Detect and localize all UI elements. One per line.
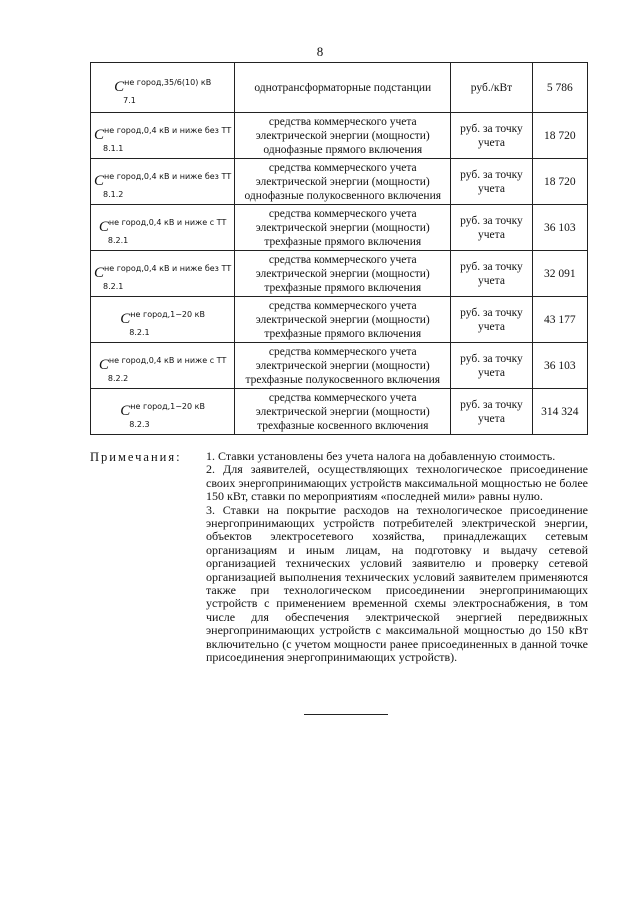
table-row xyxy=(91,297,588,343)
unit-cell xyxy=(451,343,532,389)
rate-symbol xyxy=(94,263,232,291)
closing-rule xyxy=(304,714,388,715)
unit-line: учета xyxy=(478,136,505,149)
unit-cell xyxy=(451,63,532,113)
rate-symbol-subscript: 8.1.1 xyxy=(103,143,124,153)
table-row xyxy=(91,389,588,435)
unit-cell xyxy=(451,389,532,435)
rate-symbol-superscript: не город,0,4 кВ и ниже с ТТ xyxy=(108,217,227,227)
table-row xyxy=(91,63,588,113)
unit-cell xyxy=(451,297,532,343)
rate-symbol-letter: C xyxy=(98,356,109,373)
description-line: электрической энергии (мощности) xyxy=(255,405,430,418)
rate-symbol-subscript: 8.2.3 xyxy=(129,419,150,429)
rate-symbol-cell xyxy=(91,113,235,159)
unit-line: руб. за точку xyxy=(460,260,523,273)
rate-symbol-letter: C xyxy=(120,310,131,327)
unit-line: руб. за точку xyxy=(460,306,523,319)
description-line: средства коммерческого учета xyxy=(268,115,417,128)
description-line: электрической энергии (мощности) xyxy=(255,221,430,234)
description-cell xyxy=(235,343,451,389)
unit-line: руб. за точку xyxy=(460,214,523,227)
rate-symbol-superscript: не город,0,4 кВ и ниже без ТТ xyxy=(104,171,232,181)
rate-symbol-cell xyxy=(91,343,235,389)
description-cell xyxy=(235,113,451,159)
description-line: однотрансформаторные подстанции xyxy=(254,81,432,94)
rate-symbol-letter: C xyxy=(114,78,125,95)
description-line: электрической энергии (мощности) xyxy=(255,175,430,188)
description-line: электрической энергии (мощности) xyxy=(255,313,430,326)
unit-line: учета xyxy=(478,228,505,241)
unit-cell xyxy=(451,251,532,297)
unit-line: учета xyxy=(478,366,505,379)
description-line: средства коммерческого учета xyxy=(268,207,417,220)
description-line: однофазные полукосвенного включения xyxy=(244,189,442,202)
notes-label: Примечания: xyxy=(90,450,182,464)
rate-symbol xyxy=(120,401,205,429)
unit-line: руб. за точку xyxy=(460,122,523,135)
rate-symbol-cell xyxy=(91,297,235,343)
page-number: 8 xyxy=(316,44,324,59)
rate-symbol-letter: C xyxy=(120,402,131,419)
value-cell: 43 177 xyxy=(532,297,587,343)
rate-symbol xyxy=(98,355,227,383)
rate-symbol-cell xyxy=(91,63,235,113)
unit-line: руб. за точку xyxy=(460,398,523,411)
rate-symbol-superscript: не город,35/6(10) кВ xyxy=(124,77,212,87)
description-cell xyxy=(235,159,451,205)
rate-symbol-cell xyxy=(91,205,235,251)
unit-line: учета xyxy=(478,320,505,333)
description-line: трехфазные прямого включения xyxy=(264,235,422,248)
unit-cell xyxy=(451,205,532,251)
rate-symbol-superscript: не город,0,4 кВ и ниже с ТТ xyxy=(108,355,227,365)
description-cell xyxy=(235,389,451,435)
rate-symbol-superscript: не город,0,4 кВ и ниже без ТТ xyxy=(104,125,232,135)
rate-symbol-subscript: 8.2.2 xyxy=(107,373,129,383)
unit-line: руб. за точку xyxy=(460,168,523,181)
rate-symbol xyxy=(120,309,205,337)
rate-symbol-cell xyxy=(91,389,235,435)
description-line: средства коммерческого учета xyxy=(268,161,417,174)
table-row xyxy=(91,159,588,205)
rate-symbol-cell xyxy=(91,159,235,205)
note-1: 1. Ставки установлены без учета налога на добавленную стоимость. xyxy=(206,449,556,463)
rate-symbol-superscript: не город,0,4 кВ и ниже без ТТ xyxy=(104,263,232,273)
description-line: средства коммерческого учета xyxy=(268,345,417,358)
table-row xyxy=(91,251,588,297)
notes-list xyxy=(206,450,588,665)
table-row xyxy=(91,205,588,251)
rate-symbol-letter: C xyxy=(94,172,105,189)
rate-symbol-letter: C xyxy=(98,218,109,235)
rates-table xyxy=(90,62,588,435)
description-line: трехфазные прямого включения xyxy=(264,281,422,294)
rate-symbol-subscript: 8.2.1 xyxy=(107,235,129,245)
rate-symbol-subscript: 8.2.1 xyxy=(103,281,124,291)
description-line: электрической энергии (мощности) xyxy=(255,129,430,142)
description-line: однофазные прямого включения xyxy=(263,143,423,156)
note-2: 2. Для заявителей, осуществляющих технологическое присоединение своих энергопринимающих устройств максимальной мощностью не более 150 кВт, ставки по мероприятиям «последней мили» равны нулю. xyxy=(206,462,588,504)
value-cell: 5 786 xyxy=(532,63,587,113)
description-line: средства коммерческого учета xyxy=(268,391,417,404)
rate-symbol-subscript: 8.1.2 xyxy=(103,189,124,199)
unit-line: учета xyxy=(478,274,505,287)
rate-symbol-letter: C xyxy=(94,264,105,281)
rate-symbol-superscript: не город,1−20 кВ xyxy=(130,309,205,319)
unit-line: руб. за точку xyxy=(460,352,523,365)
value-cell: 18 720 xyxy=(532,113,587,159)
rate-symbol-cell xyxy=(91,251,235,297)
value-cell: 36 103 xyxy=(532,343,587,389)
rate-symbol xyxy=(98,217,227,245)
table-row xyxy=(91,343,588,389)
description-line: электрической энергии (мощности) xyxy=(255,359,430,372)
unit-line: руб./кВт xyxy=(470,81,513,94)
description-line: средства коммерческого учета xyxy=(268,299,417,312)
unit-cell xyxy=(451,113,532,159)
description-cell xyxy=(235,251,451,297)
description-line: электрической энергии (мощности) xyxy=(255,267,430,280)
description-line: трехфазные прямого включения xyxy=(264,327,422,340)
rate-symbol xyxy=(94,171,232,199)
description-line: трехфазные косвенного включения xyxy=(257,419,429,432)
unit-line: учета xyxy=(478,412,505,425)
description-line: трехфазные полукосвенного включения xyxy=(245,373,441,386)
unit-cell xyxy=(451,159,532,205)
rates-table-body xyxy=(91,63,588,435)
rate-symbol xyxy=(94,125,232,153)
rate-symbol-subscript: 8.2.1 xyxy=(129,327,150,337)
rate-symbol-subscript: 7.1 xyxy=(123,95,136,105)
table-row xyxy=(91,113,588,159)
value-cell: 18 720 xyxy=(532,159,587,205)
description-cell xyxy=(235,297,451,343)
rate-symbol-letter: C xyxy=(94,126,105,143)
value-cell: 32 091 xyxy=(532,251,587,297)
description-line: средства коммерческого учета xyxy=(268,253,417,266)
value-cell: 36 103 xyxy=(532,205,587,251)
note-3: 3. Ставки на покрытие расходов на технологическое присоединение энергопринимающих устройств потребителей электрической энергии, объектов электросетевого хозяйства, принадлежащих сетевым организациям и иным лицам, на подготовку и выдачу сетевой организацией технических условий заявителю и проверку сетевой организацией выполнения технических условий заявителем применяются также при технологическом присоединении энергопринимающих устройств с применением временной схемы электроснабжения, в том числе для обеспечения электрической энергией передвижных энергопринимающих устройств с максимальной мощностью до 150 кВт включительно (с учетом мощности ранее присоединенных в данной точке присоединения энергопринимающих устройств). xyxy=(206,502,588,665)
description-cell xyxy=(235,205,451,251)
description-cell xyxy=(235,63,451,113)
rate-symbol xyxy=(114,77,212,105)
rate-symbol-superscript: не город,1−20 кВ xyxy=(130,401,205,411)
unit-line: учета xyxy=(478,182,505,195)
value-cell: 314 324 xyxy=(532,389,587,435)
